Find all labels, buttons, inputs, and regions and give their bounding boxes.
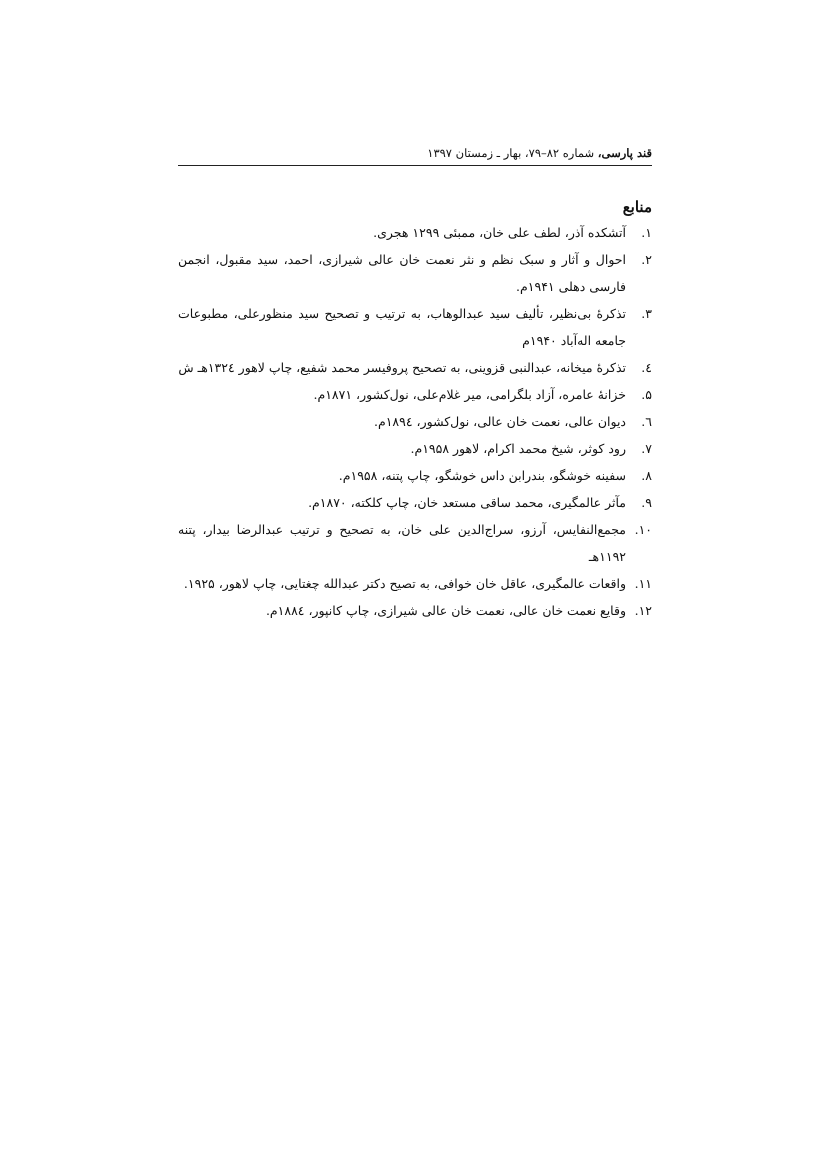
reference-text: خزانۀ عامره، آزاد بلگرامی، میر غلام‌علی، نول‌کشور، ۱۸۷۱م. xyxy=(313,387,626,402)
reference-text: آتشکده آذر، لطف علی خان، ممبئی ۱۲۹۹ هجری. xyxy=(373,225,626,240)
reference-item xyxy=(178,408,652,435)
reference-item xyxy=(178,246,652,300)
reference-number: ۷. xyxy=(641,441,652,456)
reference-number: ۱۱. xyxy=(634,576,652,591)
reference-text: مآثر عالمگیری، محمد ساقی مستعد خان، چاپ کلکته، ۱۸۷۰م. xyxy=(308,495,626,510)
reference-text: مجمع‌النفایس، آرزو، سراج‌الدین علی خان، به تصحیح و ترتیب عبدالرضا بیدار، پتنه ۱۱۹۲هـ xyxy=(178,522,626,564)
reference-number: ۳. xyxy=(641,306,652,321)
reference-item xyxy=(178,462,652,489)
section-title: منابع xyxy=(622,198,652,216)
reference-text: وقایع نعمت خان عالی، نعمت خان عالی شیرازی، چاپ کانپور، ۱۸۸٤م. xyxy=(265,603,626,618)
journal-name: قند پارسی، xyxy=(597,146,652,160)
reference-list xyxy=(178,219,652,624)
reference-number: ۱. xyxy=(641,225,652,240)
reference-number: ۹. xyxy=(641,495,652,510)
reference-text: سفینه خوشگو، بندرابن داس خوشگو، چاپ پتنه، ۱۹۵۸م. xyxy=(338,468,626,483)
reference-item xyxy=(178,435,652,462)
reference-item xyxy=(178,381,652,408)
reference-text: واقعات عالمگیری، عاقل خان خوافی، به تصیح دکتر عبدالله چغتایی، چاپ لاهور، ۱۹۲۵. xyxy=(183,576,626,591)
running-header xyxy=(178,145,652,161)
reference-text: تذکرۀ بی‌نظیر، تألیف سید عبدالوهاب، به ترتیب و تصحیح سید منظورعلی، مطبوعات جامعه اله‌آباد ۱۹۴۰م xyxy=(178,306,626,348)
reference-item xyxy=(178,516,652,570)
reference-number: ۱۰. xyxy=(634,522,652,537)
reference-item xyxy=(178,570,652,597)
reference-text: احوال و آثار و سبک نظم و نثر نعمت خان عالی شیرازی، احمد، سید مقبول، انجمن فارسی دهلی ۱۹۴۱م. xyxy=(178,252,626,294)
issue-info: شماره ۸۲–۷۹، بهار ـ زمستان ۱۳۹۷ xyxy=(427,146,598,160)
reference-item xyxy=(178,597,652,624)
reference-item xyxy=(178,489,652,516)
reference-number: ٤. xyxy=(641,360,652,375)
reference-text: رود کوثر، شیخ محمد اکرام، لاهور ۱۹۵۸م. xyxy=(410,441,626,456)
reference-number: ۲. xyxy=(641,252,652,267)
reference-number: ۵. xyxy=(641,387,652,402)
reference-text: دیوان عالی، نعمت خان عالی، نول‌کشور، ۱۸۹٤م. xyxy=(373,414,626,429)
reference-number: ۱۲. xyxy=(634,603,652,618)
reference-number: ٦. xyxy=(641,414,652,429)
reference-item xyxy=(178,300,652,354)
header-rule xyxy=(178,165,652,166)
reference-item xyxy=(178,354,652,381)
reference-number: ۸. xyxy=(641,468,652,483)
reference-text: تذکرۀ میخانه، عبدالنبی قزوینی، به تصحیح پروفیسر محمد شفیع، چاپ لاهور ۱۳۲٤هـ ش xyxy=(178,360,626,375)
reference-item xyxy=(178,219,652,246)
